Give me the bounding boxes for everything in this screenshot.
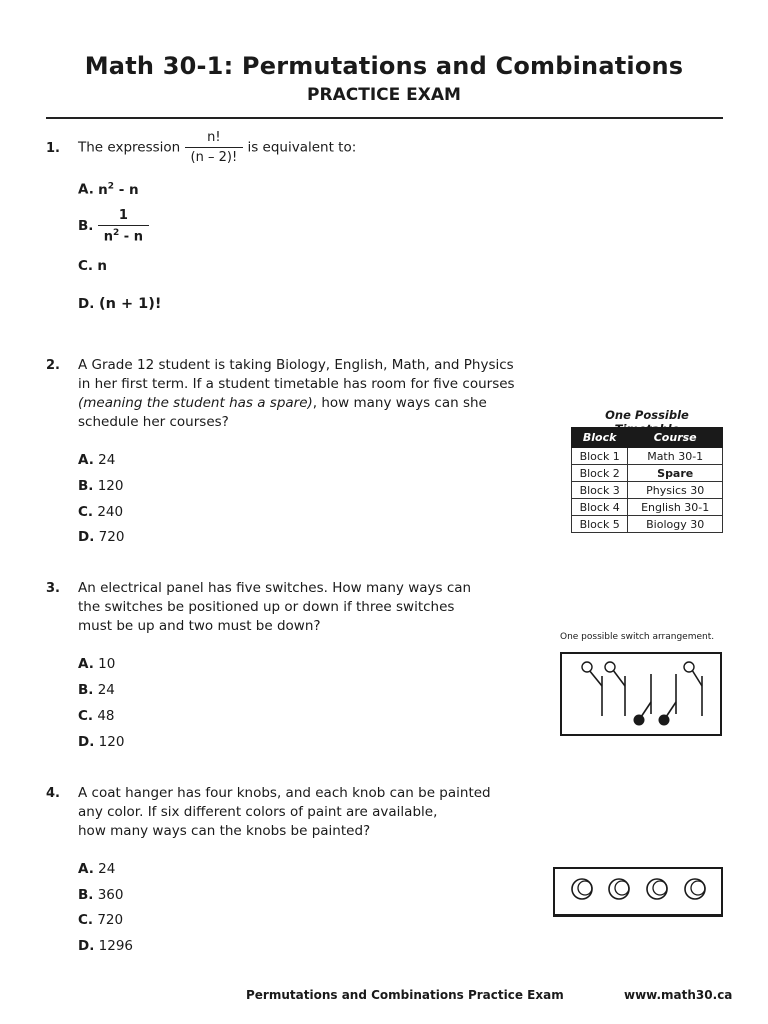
option-value: (n + 1)! bbox=[98, 296, 162, 312]
question-1-option-d bbox=[78, 296, 161, 312]
timetable-header-row bbox=[572, 428, 723, 448]
option-a-exponent: 2 bbox=[107, 181, 115, 191]
option-value: 10 bbox=[98, 656, 116, 672]
question-2-text bbox=[78, 356, 518, 432]
option-value: n bbox=[97, 258, 107, 274]
option-a-rest: - n bbox=[114, 181, 139, 198]
table-row bbox=[572, 482, 723, 499]
option-b-denominator bbox=[98, 226, 149, 244]
option-a-base: n bbox=[98, 181, 108, 198]
option-label: C. bbox=[78, 504, 94, 520]
question-1-option-b bbox=[78, 208, 149, 244]
timetable-course: Math 30-1 bbox=[628, 448, 723, 465]
option-value: 48 bbox=[97, 708, 115, 724]
option-label: C. bbox=[78, 708, 94, 724]
question-4-line-1: A coat hanger has four knobs, and each knob can be painted bbox=[78, 785, 491, 801]
option-b-den-base: n bbox=[103, 229, 113, 245]
switch-down-icon bbox=[634, 674, 652, 726]
question-4-option-b bbox=[78, 887, 124, 903]
question-2-line-2: in her first term. If a student timetable has room for five courses bbox=[78, 376, 515, 392]
question-2-line-4: schedule her courses? bbox=[78, 414, 229, 430]
option-value: 24 bbox=[98, 861, 116, 877]
switch-down-icon bbox=[659, 674, 677, 726]
option-label: A. bbox=[78, 861, 94, 877]
option-b-den-exponent: 2 bbox=[112, 228, 120, 238]
option-label: A. bbox=[78, 452, 94, 468]
question-1-fraction bbox=[185, 130, 244, 165]
question-1-text-after: is equivalent to: bbox=[247, 139, 357, 156]
question-1-option-c bbox=[78, 258, 107, 274]
option-value: 24 bbox=[97, 682, 115, 698]
timetable-block: Block 3 bbox=[572, 482, 628, 499]
option-label: B. bbox=[78, 478, 94, 494]
option-value: 120 bbox=[97, 478, 124, 494]
option-label: C. bbox=[78, 912, 94, 928]
option-label: D. bbox=[78, 529, 95, 545]
footer-title: Permutations and Combinations Practice Exam bbox=[246, 988, 564, 1002]
table-row bbox=[572, 516, 723, 533]
option-label: B. bbox=[78, 218, 94, 235]
question-3-line-2: the switches be positioned up or down if three switches bbox=[78, 599, 455, 615]
knob-icon bbox=[609, 879, 629, 899]
header-divider bbox=[46, 117, 723, 119]
option-value: 240 bbox=[97, 504, 124, 520]
question-3-line-1: An electrical panel has five switches. How many ways can bbox=[78, 580, 472, 596]
fraction-denominator: (n – 2)! bbox=[190, 150, 238, 165]
question-2-line-3 bbox=[78, 394, 518, 413]
question-4-number: 4. bbox=[46, 786, 60, 801]
option-value: 24 bbox=[98, 452, 116, 468]
question-3-line-3: must be up and two must be down? bbox=[78, 618, 321, 634]
question-3-option-c bbox=[78, 708, 115, 724]
question-3-option-b bbox=[78, 682, 115, 698]
table-row bbox=[572, 448, 723, 465]
question-2-option-a bbox=[78, 452, 115, 468]
coat-hanger-figure bbox=[553, 867, 723, 917]
question-2-option-b bbox=[78, 478, 124, 494]
timetable-block: Block 5 bbox=[572, 516, 628, 533]
question-4-option-c bbox=[78, 912, 123, 928]
question-1-number: 1. bbox=[46, 141, 60, 156]
table-row bbox=[572, 499, 723, 516]
page-subtitle: PRACTICE EXAM bbox=[307, 85, 461, 105]
knob-icon bbox=[572, 879, 592, 899]
question-2-option-d bbox=[78, 529, 124, 545]
option-value: 360 bbox=[97, 887, 124, 903]
question-1-text-before: The expression bbox=[78, 139, 181, 156]
switch-up-icon bbox=[582, 662, 602, 716]
question-4-option-a bbox=[78, 861, 115, 877]
question-1-text bbox=[78, 130, 356, 165]
question-3-text bbox=[78, 579, 518, 636]
timetable-col-course: Course bbox=[628, 428, 723, 448]
option-label: D. bbox=[78, 296, 95, 312]
question-3-option-a bbox=[78, 656, 115, 672]
option-label: B. bbox=[78, 887, 94, 903]
switch-panel-figure bbox=[560, 652, 722, 736]
page-title: Math 30-1: Permutations and Combinations bbox=[84, 52, 684, 80]
timetable-course: Physics 30 bbox=[628, 482, 723, 499]
option-label: A. bbox=[78, 656, 94, 672]
fraction-numerator: n! bbox=[185, 130, 244, 148]
knob-icon bbox=[647, 879, 667, 899]
coat-hanger-drawing bbox=[555, 869, 721, 914]
switch-up-icon bbox=[684, 662, 702, 716]
option-label: A. bbox=[78, 181, 94, 198]
option-value: 1296 bbox=[98, 938, 133, 954]
timetable-course: Spare bbox=[628, 465, 723, 482]
switch-panel-drawing bbox=[562, 654, 720, 734]
question-3-option-d bbox=[78, 734, 124, 750]
option-b-den-rest: - n bbox=[119, 229, 143, 245]
timetable-course: Biology 30 bbox=[628, 516, 723, 533]
question-4-option-d bbox=[78, 938, 133, 954]
option-label: C. bbox=[78, 258, 94, 274]
timetable-block: Block 4 bbox=[572, 499, 628, 516]
timetable bbox=[571, 427, 723, 533]
option-label: D. bbox=[78, 938, 95, 954]
question-4-line-3: how many ways can the knobs be painted? bbox=[78, 823, 371, 839]
footer-website: www.math30.ca bbox=[624, 988, 733, 1002]
option-b-numerator: 1 bbox=[98, 208, 149, 226]
question-2-number: 2. bbox=[46, 358, 60, 373]
option-value: 720 bbox=[98, 529, 125, 545]
question-1-option-a bbox=[78, 181, 139, 198]
knob-icon bbox=[685, 879, 705, 899]
question-2-line-3-rest: , how many ways can she bbox=[312, 395, 487, 411]
table-row bbox=[572, 465, 723, 482]
option-b-fraction bbox=[98, 208, 149, 244]
question-4-text bbox=[78, 784, 518, 841]
question-2-italic-note: (meaning the student has a spare) bbox=[78, 395, 313, 411]
option-value: 720 bbox=[97, 912, 124, 928]
switch-up-icon bbox=[605, 662, 625, 716]
timetable-block: Block 1 bbox=[572, 448, 628, 465]
switch-caption: One possible switch arrangement. bbox=[560, 632, 715, 642]
question-4-line-2: any color. If six different colors of paint are available, bbox=[78, 804, 438, 820]
question-2-option-c bbox=[78, 504, 123, 520]
timetable-block: Block 2 bbox=[572, 465, 628, 482]
question-3-number: 3. bbox=[46, 581, 60, 596]
timetable-col-block: Block bbox=[572, 428, 628, 448]
question-2-line-1: A Grade 12 student is taking Biology, English, Math, and Physics bbox=[78, 357, 514, 373]
option-label: D. bbox=[78, 734, 95, 750]
option-label: B. bbox=[78, 682, 94, 698]
timetable-course: English 30-1 bbox=[628, 499, 723, 516]
option-value: 120 bbox=[98, 734, 125, 750]
timetable-caption: One Possible bbox=[605, 408, 689, 422]
